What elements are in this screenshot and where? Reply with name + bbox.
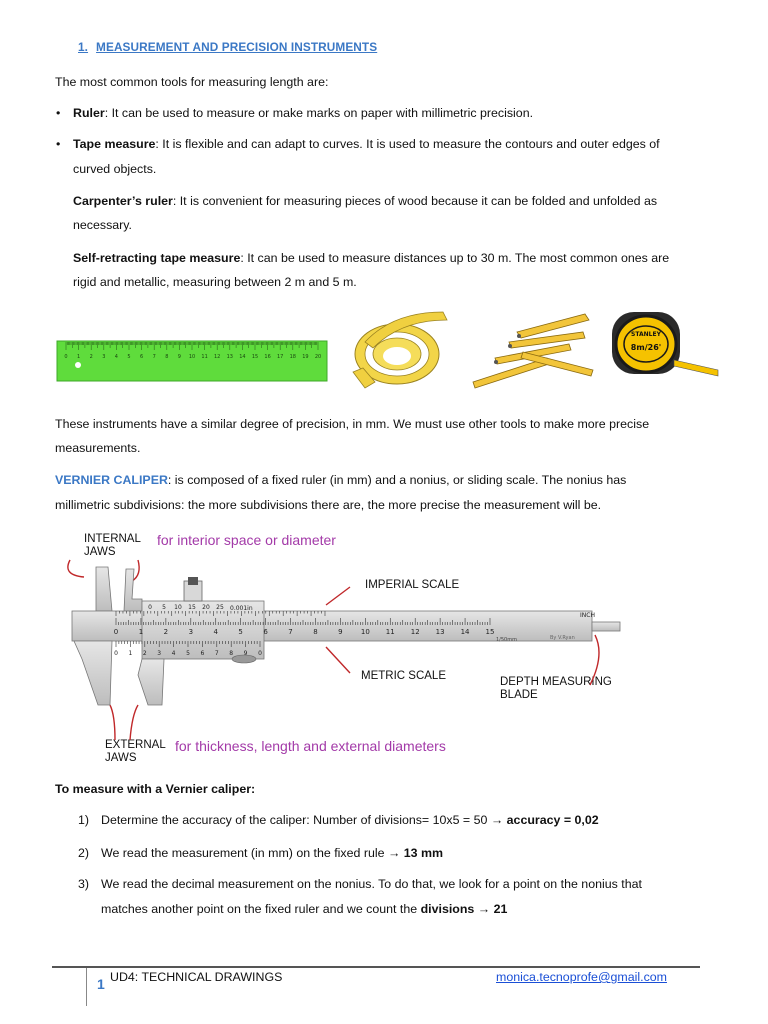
nonius-number: 0 bbox=[114, 650, 118, 657]
ruler-number: 0 bbox=[64, 354, 68, 360]
nonius-top-number: 15 bbox=[188, 604, 196, 611]
metric-scale-number: 2 bbox=[163, 628, 169, 636]
ruler-number: 15 bbox=[251, 354, 259, 360]
ruler-number: 6 bbox=[140, 354, 144, 360]
metric-scale-number: 13 bbox=[435, 628, 445, 636]
ruler-number: 20 bbox=[314, 354, 322, 360]
bullet-tape-text: : It is flexible and can adapt to curves. It is used to measure the contours and outer edges of bbox=[155, 137, 660, 151]
metric-scale-number: 12 bbox=[410, 628, 420, 636]
ruler-number: 3 bbox=[102, 354, 106, 360]
metric-scale-number: 4 bbox=[213, 628, 218, 636]
metric-scale-number: 1 bbox=[138, 628, 144, 636]
nonius-number: 4 bbox=[171, 650, 176, 657]
carpenter-text: : It is convenient for measuring pieces of wood because it can be folded and unfolded as bbox=[172, 194, 658, 208]
arrow-internal-left bbox=[68, 560, 84, 577]
precision-para-line1: These instruments have a similar degree of precision, in mm. We must use other tools to make more precise bbox=[55, 417, 650, 431]
bullet-dot: • bbox=[56, 137, 61, 151]
step-1-num: 1) bbox=[78, 813, 90, 827]
nonius-number: 9 bbox=[243, 650, 248, 657]
step-3: We read the decimal measurement on the nonius. To do that, we look for a point on the nonius that bbox=[101, 877, 642, 891]
ruler-number: 2 bbox=[89, 354, 93, 360]
label-external-jaws bbox=[105, 739, 166, 765]
ruler-number: 17 bbox=[277, 354, 284, 360]
section-heading bbox=[78, 40, 377, 54]
step-2-result: 13 mm bbox=[400, 846, 444, 860]
nonius-number: 5 bbox=[186, 650, 190, 657]
metric-scale-number: 5 bbox=[238, 628, 243, 636]
metric-scale-number: 7 bbox=[288, 628, 293, 636]
vernier-line2: millimetric subdivisions: the more subdivisions there are, the more precise the measurement will be. bbox=[55, 498, 602, 512]
nonius-top-number: 5 bbox=[162, 604, 166, 611]
step-1-result: accuracy = 0,02 bbox=[503, 813, 599, 827]
term-self-retracting: Self-retracting tape measure bbox=[73, 251, 241, 265]
label-external: EXTERNAL bbox=[105, 739, 166, 751]
nonius-number: 0 bbox=[258, 650, 262, 657]
maker-label: By V.Ryan bbox=[550, 635, 575, 641]
metric-scale-number: 9 bbox=[338, 628, 343, 636]
metric-scale-number: 11 bbox=[385, 628, 395, 636]
ruler-number: 14 bbox=[239, 354, 246, 360]
vernier-para bbox=[55, 468, 695, 492]
tape-measure-image bbox=[345, 302, 453, 390]
footer-email-link[interactable]: monica.tecnoprofe@gmail.com bbox=[496, 970, 667, 984]
bullet-dot: • bbox=[56, 106, 61, 120]
external-note: for thickness, length and external diameters bbox=[175, 738, 446, 754]
nonius-top-number: 20 bbox=[202, 604, 210, 611]
bullet-ruler bbox=[73, 101, 533, 125]
inch-label: INCH bbox=[580, 612, 595, 619]
arrow-external-right bbox=[130, 705, 138, 740]
term-vernier: VERNIER CALIPER bbox=[55, 473, 168, 487]
self-retracting-text: : It can be used to measure distances up to 30 m. The most common ones are bbox=[240, 251, 670, 265]
step-1 bbox=[101, 808, 599, 832]
metric-scale-number: 14 bbox=[460, 628, 470, 636]
step-3-line2-text: matches another point on the fixed ruler and we count the bbox=[101, 902, 421, 916]
nonius-number: 8 bbox=[229, 650, 234, 657]
tape-size: 8m/26' bbox=[630, 343, 662, 352]
step-2 bbox=[101, 841, 443, 865]
ruler-number: 5 bbox=[127, 354, 131, 360]
metric-precision-label: 1/50mm bbox=[496, 637, 517, 643]
arrow-icon: → bbox=[387, 846, 401, 860]
arrow-depth bbox=[590, 635, 599, 685]
arrow-external-left bbox=[110, 705, 115, 740]
metric-scale-number: 10 bbox=[360, 628, 370, 636]
term-tape: Tape measure bbox=[73, 137, 156, 151]
metric-scale-number: 8 bbox=[313, 628, 318, 636]
label-internal: INTERNAL bbox=[84, 533, 141, 545]
label-imperial-scale: IMPERIAL SCALE bbox=[365, 579, 460, 591]
arrow-icon: → bbox=[490, 813, 504, 827]
label-depth: DEPTH MEASURING bbox=[500, 676, 612, 688]
carpenter-line2: necessary. bbox=[73, 218, 132, 232]
nonius-top-number: 0 bbox=[148, 604, 152, 611]
section-number: 1. bbox=[78, 40, 89, 54]
ruler-number: 12 bbox=[214, 354, 221, 360]
label-ext-jaws: JAWS bbox=[105, 752, 137, 764]
imperial-precision-label: 0.001in bbox=[230, 605, 253, 612]
nonius-number: 7 bbox=[214, 650, 219, 657]
arrow-icon: → bbox=[477, 902, 491, 916]
self-retracting-tape-image bbox=[608, 306, 720, 384]
step-3-num: 3) bbox=[78, 877, 90, 891]
metric-scale-number: 15 bbox=[485, 628, 495, 636]
ruler-number: 19 bbox=[302, 354, 309, 360]
carpenter-ruler-image bbox=[465, 312, 597, 390]
ruler-number: 4 bbox=[114, 354, 118, 360]
term-carpenter: Carpenter’s ruler bbox=[73, 194, 173, 208]
step-3-divisions: divisions bbox=[420, 902, 475, 916]
step-2-text: We read the measurement (in mm) on the fixed rule bbox=[101, 846, 388, 860]
ruler-number: 13 bbox=[226, 354, 233, 360]
term-ruler: Ruler bbox=[73, 106, 105, 120]
metric-scale-number: 6 bbox=[263, 628, 268, 636]
metric-scale-number: 3 bbox=[188, 628, 194, 636]
label-blade: BLADE bbox=[500, 689, 538, 701]
metric-scale-number: 0 bbox=[113, 628, 119, 636]
arrow-imperial bbox=[326, 587, 350, 605]
section-title: MEASUREMENT AND PRECISION INSTRUMENTS bbox=[96, 40, 378, 54]
arrow-metric bbox=[326, 647, 350, 673]
ruler-number: 16 bbox=[264, 354, 271, 360]
bullet-ruler-text: : It can be used to measure or make marks on paper with millimetric precision. bbox=[104, 106, 534, 120]
nonius-number: 6 bbox=[200, 650, 205, 657]
bullet-tape-line2: curved objects. bbox=[73, 162, 157, 176]
ruler-number: 8 bbox=[165, 354, 169, 360]
label-jaws: JAWS bbox=[84, 546, 116, 558]
footer-title: UD4: TECHNICAL DRAWINGS bbox=[110, 970, 283, 984]
precision-para-line2: measurements. bbox=[55, 441, 141, 455]
nonius-number: 2 bbox=[142, 650, 147, 657]
internal-note: for interior space or diameter bbox=[157, 532, 336, 548]
nonius-top-number: 25 bbox=[216, 604, 224, 611]
footer-divider bbox=[52, 966, 700, 968]
self-retracting-item bbox=[73, 246, 669, 270]
vernier-caliper-diagram bbox=[60, 555, 630, 740]
ruler-number: 11 bbox=[201, 354, 208, 360]
nonius-number: 1 bbox=[128, 650, 133, 657]
steps-title-text: To measure with a Vernier caliper: bbox=[55, 782, 256, 796]
nonius-number: 3 bbox=[157, 650, 162, 657]
step-3-result: 21 bbox=[490, 902, 508, 916]
ruler-image bbox=[56, 340, 328, 382]
bullet-tape bbox=[73, 132, 695, 156]
ruler-number: 18 bbox=[289, 354, 296, 360]
ruler-number: 7 bbox=[152, 354, 156, 360]
step-3-line2 bbox=[101, 897, 507, 921]
page-number: 1 bbox=[97, 976, 105, 992]
nonius-top-number: 10 bbox=[174, 604, 182, 611]
ruler-number: 1 bbox=[77, 354, 81, 360]
vernier-line1: : is composed of a fixed ruler (in mm) and a nonius, or sliding scale. The nonius has bbox=[167, 473, 627, 487]
carpenter-item bbox=[73, 189, 657, 213]
footer-vertical-divider bbox=[86, 968, 87, 1006]
ruler-number: 9 bbox=[177, 354, 181, 360]
self-retracting-line2: rigid and metallic, measuring between 2 m and 5 m. bbox=[73, 275, 357, 289]
ruler-number: 10 bbox=[188, 354, 196, 360]
step-2-num: 2) bbox=[78, 846, 90, 860]
step-1-text: Determine the accuracy of the caliper: Number of divisions= 10x5 = 50 bbox=[101, 813, 491, 827]
steps-title bbox=[55, 777, 255, 801]
label-metric-scale: METRIC SCALE bbox=[361, 670, 446, 682]
tape-brand: STANLEY bbox=[631, 331, 661, 338]
intro-text: The most common tools for measuring length are: bbox=[55, 75, 329, 89]
